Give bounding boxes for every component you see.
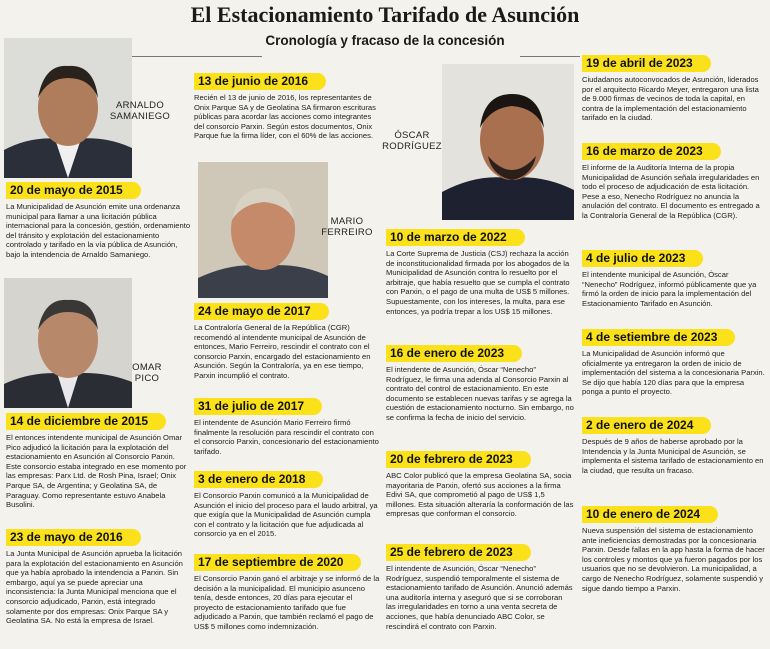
title-rule-right — [520, 56, 580, 57]
event-date: 24 de mayo de 2017 — [194, 303, 329, 320]
event-text: El entonces intendente municipal de Asunción Omar Pico adjudicó la licitación para la explotación del estacionamiento en Asunción al Consorcio Parxin. Este consorcio estaba integrado en ese momento por las empresas: Parx Ltd. de Rosh Pina, Israel; Onix Parque SA, de Argentina; y Geolatina SA, de Paraguay. Como representante estuvo Anabela Busolini. — [6, 433, 187, 510]
event-text: La Contraloría General de la República (CGR) recomendó al intendente municipal de Asunción de entonces, Mario Ferreiro, rescindir el contrato con el consorcio Parxin, encargado del estacionamiento en Asunción. Según la Contraloría, ya en ese tiempo, Parxin incumplió el contrato. — [194, 323, 371, 380]
event-date: 17 de septiembre de 2020 — [194, 554, 361, 571]
event-2023-03-16 — [582, 142, 766, 221]
event-date: 4 de setiembre de 2023 — [582, 329, 735, 346]
event-text: Ciudadanos autoconvocados de Asunción, liderados por el arquitecto Ricardo Meyer, entregaron una lista de 9.000 firmas de vecinos de toda la capital, en contra de la implementación del estacionamiento tarifado en la ciudad. — [582, 75, 759, 123]
pico-photo — [4, 278, 132, 408]
rodriguez-photo — [442, 64, 574, 220]
event-text: El Consorcio Parxin ganó el arbitraje y se informó de la decisión a la municipalidad. El municipio asunceno tenía, desde entonces, 20 días para ejecutar el proyecto de estacionamiento tarifado que fue adjudicado a Parxin, que también reclamó el pago de US$ 5 millones como indemnización. — [194, 574, 380, 631]
page-subtitle: Cronología y fracaso de la concesión — [265, 33, 505, 48]
event-2015-12-14 — [6, 412, 192, 510]
event-date: 14 de diciembre de 2015 — [6, 413, 166, 430]
event-text: La Junta Municipal de Asunción aprueba la licitación para la explotación del estacionamiento en Asunción que ya había aprobado la intendencia a Parxin. Sin embargo, aquí ya se puede apreciar una inconsistencia: la Junta Municipal menciona que el consorcio adjudicado, Parxin, está integrado solamente por dos empresas: Onix Parque SA y Geolatina SA. No está la empresa de Israel. — [6, 549, 183, 626]
event-text: La Municipalidad de Asunción informó que oficialmente ya entregaron la orden de inicio de implementación del sistema a la concesionaria Parxin. Se dijo que había 120 días para que la empresa ponga a punto el proyecto. — [582, 349, 765, 397]
event-text: El intendente de Asunción, Óscar “Nenecho” Rodríguez, le firma una adenda al Consorcio Parxin al contrato del control de estacionamiento. En este documento se establecen nuevas tarifas y se agrega la cuestión de estacionamiento nocturno. Sin embargo, no se confirma la fecha de inicio del servicio. — [386, 365, 574, 422]
event-date: 20 de mayo de 2015 — [6, 182, 141, 199]
event-2024-01-10 — [582, 505, 766, 593]
page-title: El Estacionamiento Tarifado de Asunción — [190, 2, 580, 27]
event-text: Después de 9 años de haberse aprobado por la Intendencia y la Junta Municipal de Asunción, se implementa el sistema tarifado de estacionamiento en la ciudad, que resulta un fracaso. — [582, 437, 764, 475]
event-text: La Corte Suprema de Justicia (CSJ) rechaza la acción de inconstitucionalidad firmada por los abogados de la Municipalidad de Asunción contra lo resuelto por el arbitraje, que había resuelto que se cumpla el contrato con Parxin, o el pago de una multa de US$ 5 millones. Supuestamente, con los intereses, la multa, para ese entonces, ya podría trepar a los US$ 15 millones. — [386, 249, 570, 316]
event-text: El intendente de Asunción, Óscar “Nenecho” Rodríguez, suspendió temporalmente el sistema de estacionamiento tarifado de Asunción. Anunció además una auditoría interna y aseguró que si se corroboran las irregularidades en torno a una venta secreta de acciones, que había denunciado ABC Color, se rescindirá el contrato con Parxin. — [386, 564, 573, 631]
event-2018-01-03 — [194, 470, 380, 539]
event-2022-03-10 — [386, 228, 574, 316]
event-date: 2 de enero de 2024 — [582, 417, 711, 434]
event-date: 31 de julio de 2017 — [194, 398, 322, 415]
event-text: El intendente de Asunción Mario Ferreiro firmó finalmente la resolución para rescindir el contrato con el consorcio Parxin, concesionario del estacionamiento tarifado. — [194, 418, 379, 456]
event-date: 10 de marzo de 2022 — [386, 229, 525, 246]
event-date: 19 de abril de 2023 — [582, 55, 711, 72]
event-2023-02-25 — [386, 543, 574, 631]
event-2017-07-31 — [194, 397, 380, 456]
event-text: El Consorcio Parxin comunicó a la Municipalidad de Asunción el inicio del proceso para el laudo arbitral, ya que exigía que la Municipalidad de Asunción cumpla con el contrato y la licitación que fue adjudicada al consorcio ya en el 2015. — [194, 491, 378, 539]
event-2017-05-24 — [194, 302, 380, 381]
event-2023-04-19 — [582, 54, 766, 123]
event-date: 3 de enero de 2018 — [194, 471, 323, 488]
event-2023-07-04 — [582, 249, 766, 308]
ferreiro-name: MARIO FERREIRO — [321, 216, 373, 238]
event-2016-05-23 — [6, 528, 192, 626]
event-date: 16 de enero de 2023 — [386, 345, 522, 362]
event-2023-02-20 — [386, 450, 574, 519]
event-date: 16 de marzo de 2023 — [582, 143, 721, 160]
pico-name: OMAR PICO — [132, 362, 162, 384]
samaniego-name: ARNALDO SAMANIEGO — [109, 100, 171, 122]
event-2020-09-17 — [194, 553, 380, 632]
event-date: 10 de enero de 2024 — [582, 506, 718, 523]
event-date: 25 de febrero de 2023 — [386, 544, 531, 561]
ferreiro-photo — [198, 162, 328, 298]
event-text: Nueva suspensión del sistema de estacionamiento ante ineficiencias demostradas por la concesionaria Parxin. Desde fallas en la app hasta la forma de hacer los controles y montos que ya fueron pagados por los usuarios que no se devolvieron. La municipalidad, a cargo de Nenecho Rodríguez, solamente suspendió y sigue dando tiempo a Parxin. — [582, 526, 765, 593]
event-text: ABC Color publicó que la empresa Geolatina SA, socia mayoritaria de Parxin, ofertó sus acciones a la firma Edivi SA, que comprometió al pago de US$ 1,5 millones. Esta situación alteraría la conformación de las empresas que conforman el consorcio. — [386, 471, 574, 519]
event-2024-01-02 — [582, 416, 766, 475]
event-text: La Municipalidad de Asunción emite una ordenanza municipal para llamar a una licitación pública internacional para la concesión, gestión, ordenamiento del tránsito y explotación del estacionamiento controlado y tarifado en la vía pública de Asunción, bajo la intendencia de Arnaldo Samaniego. — [6, 202, 191, 259]
event-date: 23 de mayo de 2016 — [6, 529, 141, 546]
event-date: 20 de febrero de 2023 — [386, 451, 531, 468]
event-2016-06-13 — [194, 72, 380, 141]
event-text: El intendente municipal de Asunción, Óscar “Nenecho” Rodríguez, informó públicamente que ya firmó la orden de inicio para la implementación del Estacionamiento Tarifado en Asunción. — [582, 270, 757, 308]
event-text: Recién el 13 de junio de 2016, los representantes de Onix Parque SA y de Geolatina SA firmaron escrituras públicas para acordar las acciones como integrantes del consorcio Parxin. Según estos documentos, Onix Parque fue la firma líder, con el 60% de las acciones. — [194, 93, 376, 141]
event-date: 13 de junio de 2016 — [194, 73, 326, 90]
event-date: 4 de julio de 2023 — [582, 250, 703, 267]
event-2015-05-20 — [6, 181, 192, 260]
rodriguez-name: ÓSCAR RODRÍGUEZ — [382, 130, 442, 152]
event-2023-01-16 — [386, 344, 574, 423]
event-text: El informe de la Auditoría Interna de la propia Municipalidad de Asunción señala irregularidades en todo el proceso de adjudicación de esta licitación. Pese a eso, Nenecho Rodríguez no anuncia la anulación del contrato. El documento es entregado a la Contraloría General de la República (CGR). — [582, 163, 760, 220]
event-2023-09-04 — [582, 328, 766, 397]
